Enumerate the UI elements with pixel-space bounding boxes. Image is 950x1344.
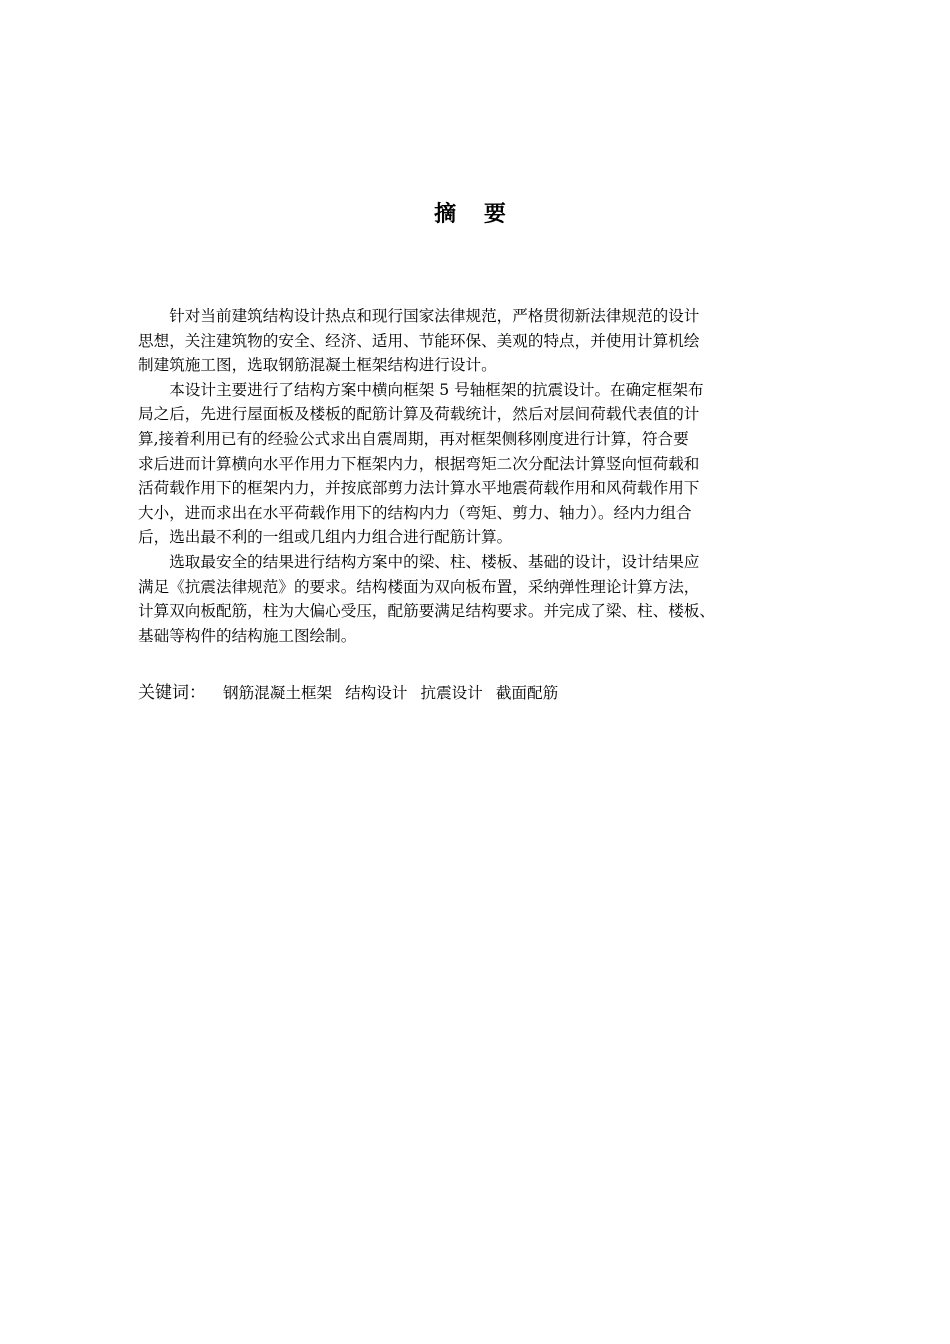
text-line: 算,接着利用已有的经验公式求出自震周期，再对框架侧移刚度进行计算，符合要 — [138, 429, 689, 448]
text-line: 满足《抗震法律规范》的要求。结构楼面为双向板布置，采纳弹性理论计算方法， — [138, 577, 700, 596]
text-line: 求后进而计算横向水平作用力下框架内力，根据弯矩二次分配法计算竖向恒荷载和 — [138, 454, 700, 473]
text-line: 针对当前建筑结构设计热点和现行国家法律规范，严格贯彻新法律规范的设计 — [169, 307, 700, 325]
text-line: 后，选出最不利的一组或几组内力组合进行配筋计算。 — [138, 528, 513, 547]
abstract-body — [138, 304, 838, 648]
keyword-item: 抗震设计 — [420, 684, 483, 702]
text-line: 思想，关注建筑物的安全、经济、适用、节能环保、美观的特点，并使用计算机绘 — [138, 331, 700, 350]
text-line: 局之后，先进行屋面板及楼板的配筋计算及荷载统计，然后对层间荷载代表值的计 — [138, 405, 700, 424]
abstract-paragraph-2 — [138, 378, 838, 550]
keyword-item: 结构设计 — [345, 684, 408, 702]
text-line: 计算双向板配筋，柱为大偏心受压，配筋要满足结构要求。并完成了梁、柱、楼板、 — [138, 602, 715, 621]
text-line: 选取最安全的结果进行结构方案中的梁、柱、楼板、基础的设计，设计结果应 — [169, 552, 700, 571]
text-line: 制建筑施工图，选取钢筋混凝土框架结构进行设计。 — [138, 356, 497, 375]
keywords-line — [138, 680, 566, 706]
text-line: 本设计主要进行了结构方案中横向框架 5 号轴框架的抗震设计。在确定框架布 — [169, 380, 704, 399]
keywords-label: 关键词： — [138, 683, 206, 703]
abstract-paragraph-3 — [138, 550, 838, 648]
text-line: 活荷载作用下的框架内力，并按底部剪力法计算水平地震荷载作用和风荷载作用下 — [138, 479, 700, 498]
text-line: 基础等构件的结构施工图绘制。 — [138, 626, 357, 645]
keyword-item: 截面配筋 — [495, 684, 559, 702]
abstract-paragraph-1 — [138, 304, 838, 378]
abstract-title: 摘 要 — [434, 202, 516, 227]
text-line: 大小，进而求出在水平荷载作用下的结构内力（弯矩、剪力、轴力）。经内力组合 — [138, 503, 692, 522]
keyword-item: 钢筋混凝土框架 — [222, 684, 333, 702]
